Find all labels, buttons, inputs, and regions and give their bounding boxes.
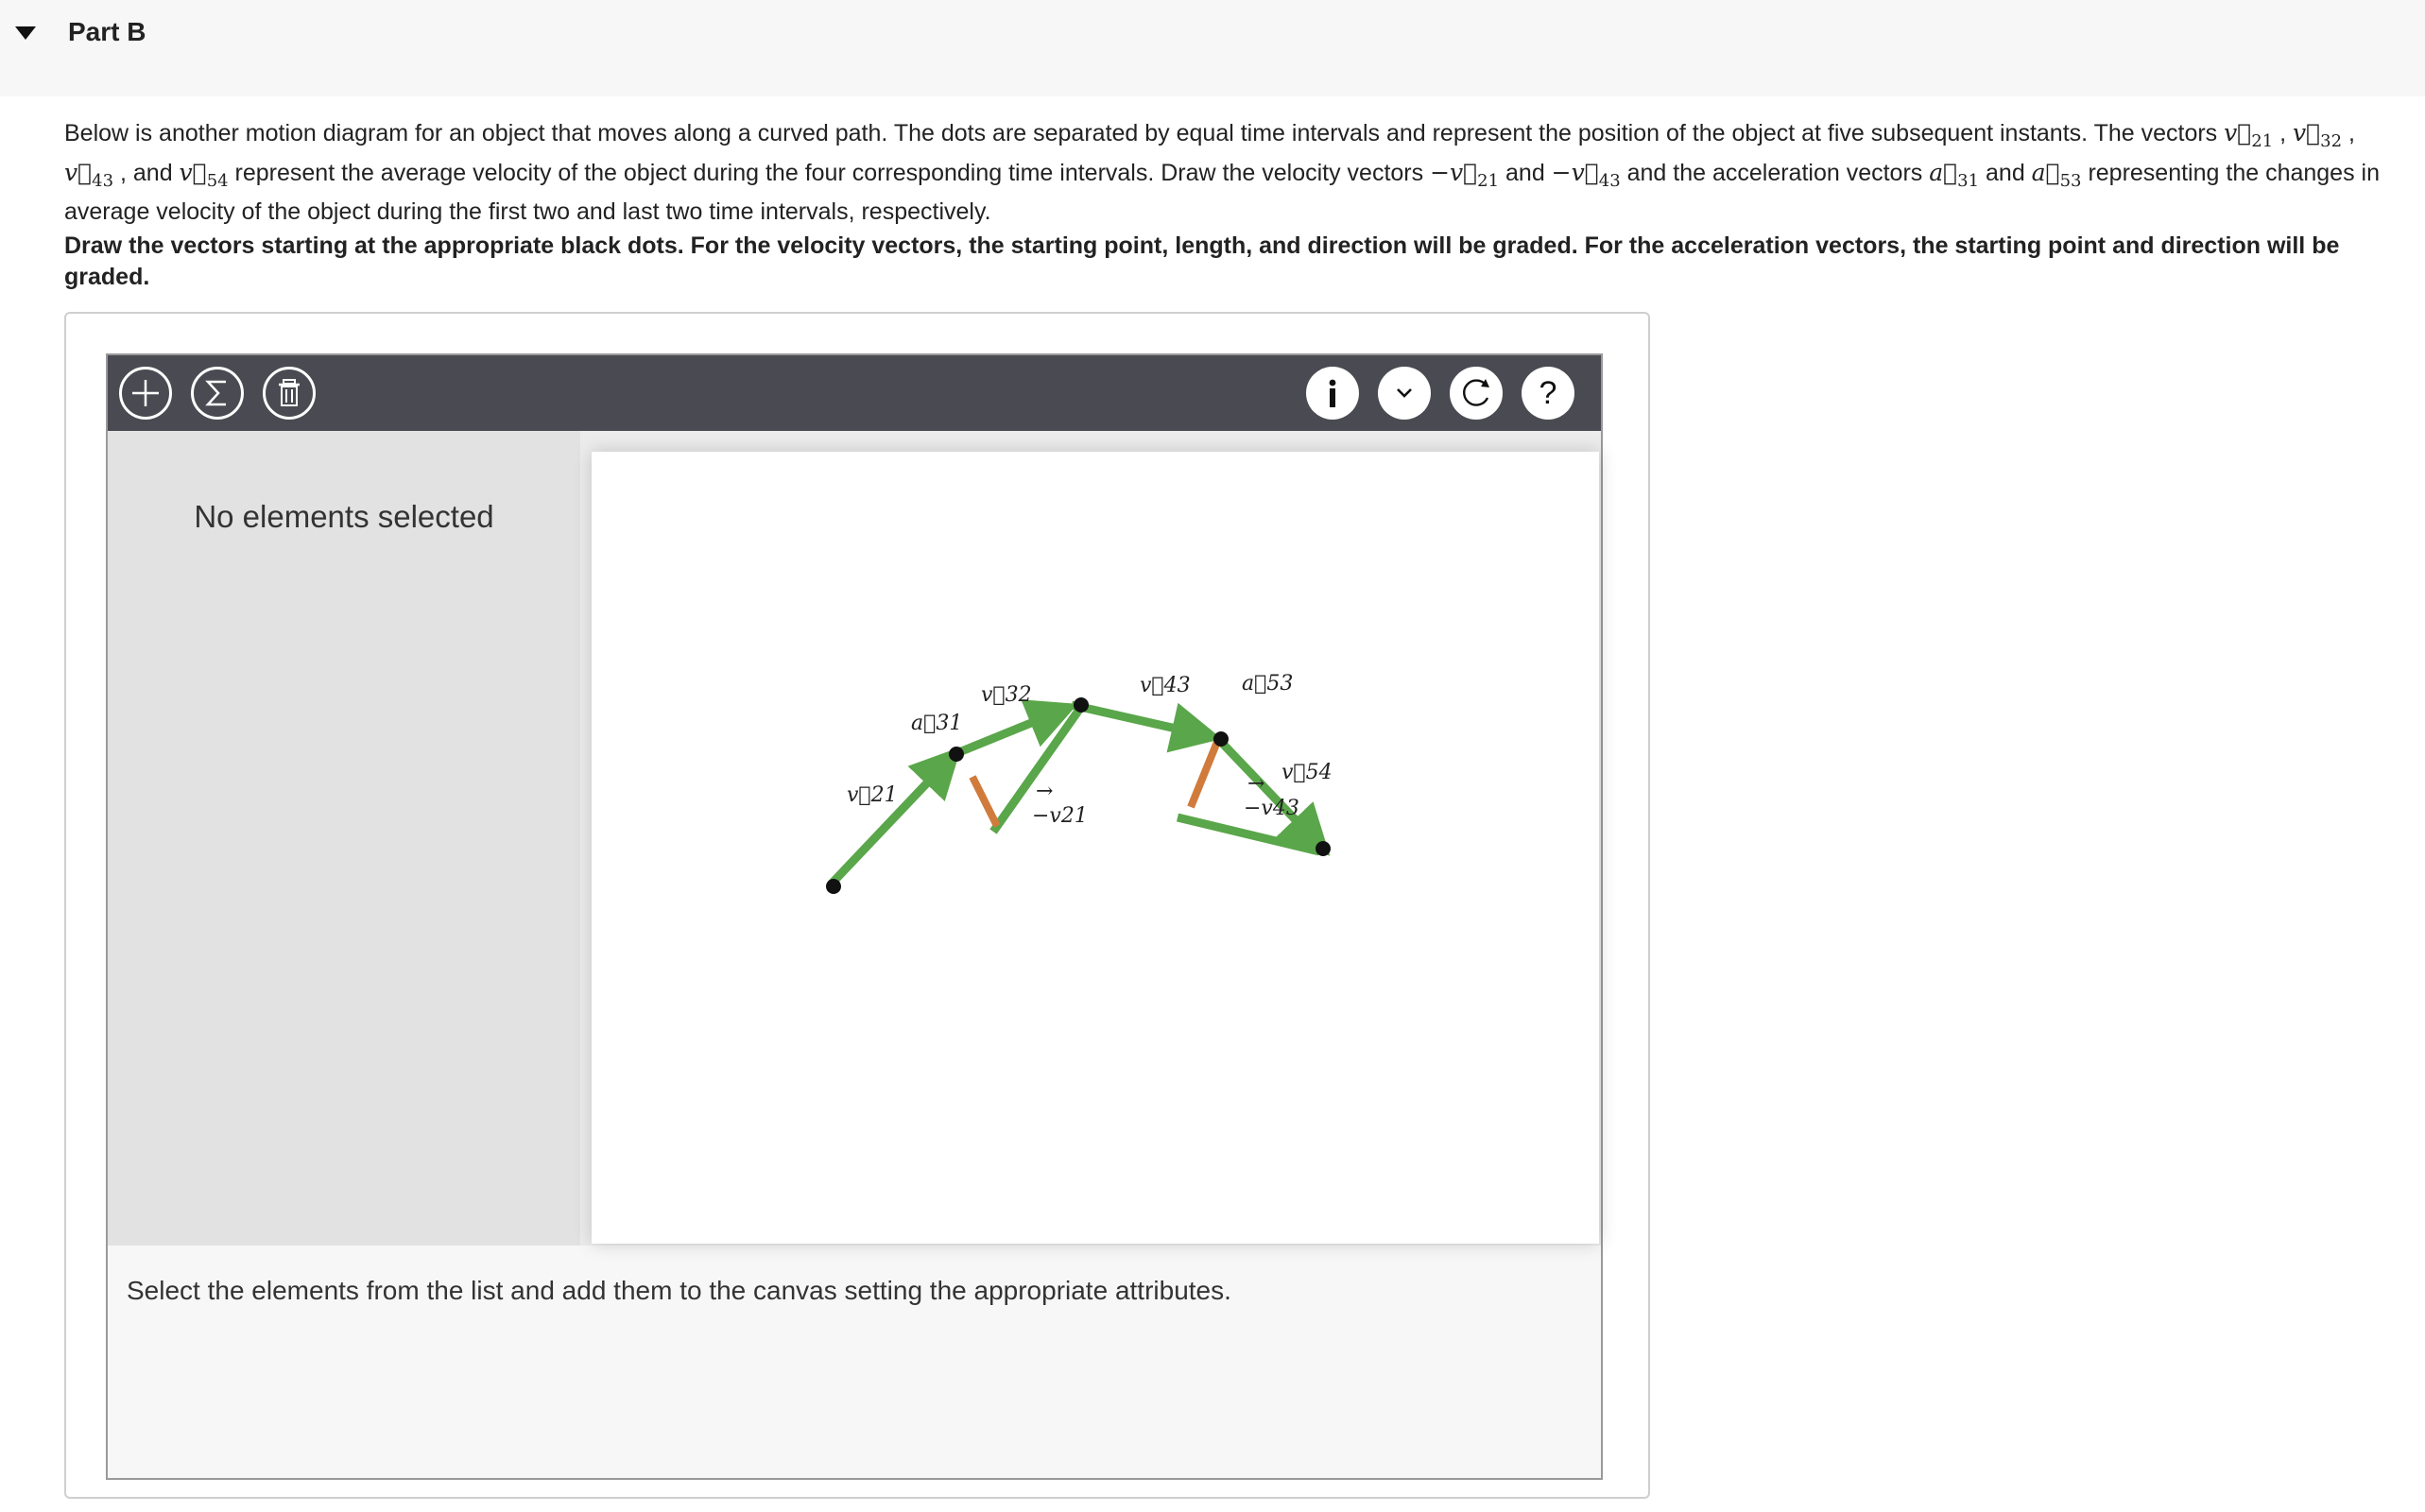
instructions-text: Below is another motion diagram for an object that moves along a curved path. The dots are separated by equal time intervals and represent the position of the object at five subsequent instants. The vectors $v⃗_{21}$ , $v⃗_{32}$ , $v⃗_{43}$ , and $v⃗_{54}$ represent the average velocity of the object during the four corresponding time intervals. Draw the velocity vectors $-v⃗_{21}$ and $-v⃗_{43}$ and the acceleration vectors $a⃗_{31}$ and $a⃗_{53}$ representing the changes in average velocity of the object during the first two and last two time intervals, respectively. [64, 119, 2380, 225]
reset-button[interactable] [1450, 367, 1503, 420]
label-neg-v43: −v43 [1244, 797, 1299, 820]
plus-icon [129, 377, 162, 409]
reset-icon [1457, 374, 1495, 412]
svg-text:?: ? [1539, 377, 1557, 409]
label-v54: v⃗54 [1281, 761, 1333, 784]
position-dot-1[interactable] [826, 879, 841, 894]
motion-diagram[interactable] [592, 452, 1599, 1244]
question-icon [1532, 377, 1564, 409]
position-dot-4[interactable] [1213, 731, 1229, 747]
part-header[interactable] [0, 0, 2425, 96]
info-icon [1316, 377, 1349, 409]
label-neg-v21-arrow: → [1036, 780, 1054, 803]
symbol-a53: $a⃗_{53}$ [2031, 159, 2082, 191]
symbol-v43: $v⃗_{43}$ [64, 159, 114, 191]
label-v21: v⃗21 [847, 783, 898, 807]
label-a31: a⃗31 [911, 712, 963, 735]
chevron-down-icon [1390, 379, 1419, 407]
triangle-down-icon[interactable] [13, 25, 38, 42]
position-dot-3[interactable] [1074, 697, 1089, 713]
symbol-neg-v21: $-v⃗_{21}$ [1430, 159, 1500, 191]
symbol-neg-v43: $-v⃗_{43}$ [1551, 159, 1621, 191]
element-attributes-panel [108, 431, 580, 1246]
no-selection-text: No elements selected [194, 499, 494, 534]
position-dot-2[interactable] [949, 747, 964, 762]
vector-drawing-tool [106, 353, 1603, 1480]
toolbar [108, 355, 1601, 431]
symbol-v32: $v⃗_{32}$ [2293, 119, 2343, 151]
info-button[interactable] [1306, 367, 1359, 420]
more-options-button[interactable] [1378, 367, 1431, 420]
sigma-icon [201, 377, 233, 409]
label-a53: a⃗53 [1242, 672, 1294, 696]
trash-icon [273, 377, 305, 409]
drawing-canvas[interactable] [592, 452, 1599, 1244]
add-button[interactable] [119, 367, 172, 420]
label-v43: v⃗43 [1140, 674, 1191, 697]
vector-v21[interactable] [831, 756, 953, 885]
vector-a53[interactable] [1191, 742, 1217, 807]
vector-v43[interactable] [1072, 705, 1210, 736]
grading-instructions: Draw the vectors starting at the appropriate black dots. For the velocity vectors, the starting point, length, and direction will be graded. For the acceleration vectors, the starting point and direction will be graded. [64, 232, 2340, 290]
status-message: Select the elements from the list and add them to the canvas setting the appropriate attributes. [127, 1276, 1231, 1305]
help-button[interactable] [1522, 367, 1574, 420]
symbol-v21: $v⃗_{21}$ [2224, 119, 2274, 151]
vector-a31[interactable] [972, 777, 997, 826]
label-neg-v21: −v21 [1032, 804, 1088, 828]
part-title: Part B [68, 17, 146, 46]
delete-button[interactable] [263, 367, 316, 420]
sum-button[interactable] [191, 367, 244, 420]
label-v32: v⃗32 [981, 683, 1032, 707]
position-dot-5[interactable] [1316, 841, 1331, 856]
symbol-a31: $a⃗_{31}$ [1929, 159, 1980, 191]
label-neg-v43-arrow: → [1247, 772, 1265, 796]
symbol-v54: $v⃗_{54}$ [179, 159, 229, 191]
